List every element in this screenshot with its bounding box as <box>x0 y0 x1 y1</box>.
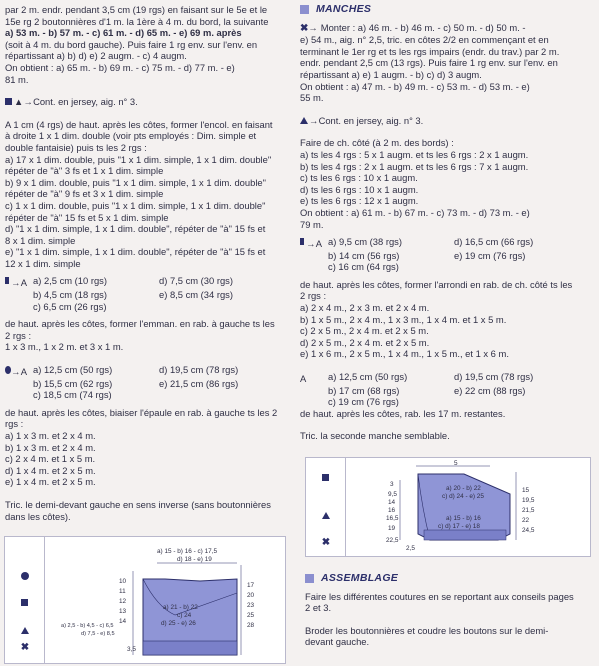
arrow-icon: → <box>11 366 21 378</box>
intro-line: a) 53 m. - b) 57 m. - c) 61 m. - d) 65 m. - e) 69 m. après <box>5 27 242 39</box>
svg-text:11: 11 <box>119 588 126 595</box>
svg-text:17: 17 <box>247 582 255 589</box>
svg-text:c) 24: c) 24 <box>177 612 192 619</box>
svg-text:a) 21 - b) 22: a) 21 - b) 22 <box>163 604 198 611</box>
emmanchure-paragraph: de haut. après les côtes, former l'emman. en rab. à gauche ts les 2 rgs : 1 x 3 m., 1 x 2 m. et 3 x 1 m. <box>5 318 275 353</box>
svg-text:3,5: 3,5 <box>127 646 136 653</box>
svg-text:16: 16 <box>388 507 396 514</box>
arrow-icon: → <box>308 21 321 33</box>
svg-text:15: 15 <box>522 487 530 494</box>
obtient-line: On obtient : a) 65 m. - b) 69 m. - c) 75 m. - d) 77 m. - e) <box>5 61 235 73</box>
demi-devant-drawing <box>5 537 287 665</box>
svg-text:3: 3 <box>390 481 394 488</box>
arrow-icon: → <box>306 238 316 250</box>
svg-text:a) 20 - b) 22: a) 20 - b) 22 <box>446 485 481 492</box>
square-symbol-icon <box>300 238 304 245</box>
square-symbol-icon <box>5 277 9 284</box>
encolure-paragraph: A 1 cm (4 rgs) de haut. après les côtes, former l'encol. en faisant à droite 1 x 1 dim. double (voir pts employés : Dim. simple et double fantaisie) puis ts les 2 rgs : a) 17 x 1 dim. double, puis "1 x 1 dim. simple, 1 x 1 dim. double" répéter de "à" 3 fs et 1 x 1 dim. simple b) 9 x 1 dim. double, puis "1 x 1 dim. simple, 1 x 1 dim. double" répéter de "à" 9 fs et 3 x 1 dim. simple c) 1 x 1 dim. double, puis "1 x 1 dim. simple, 1 x 1 dim. double" répéter de "à" 15 fs et 5 x 1 dim. simple d) "1 x 1 dim. simple, 1 x 1 dim. double", répéter de "à" 15 fs et 8 x 1 dim. simple e) "1 x 1 dim. simple, 1 x 1 dim. double", répéter de "à" 15 fs et 12 x 1 dim. simple <box>5 118 273 269</box>
monter-paragraph: ✖→ Monter : a) 46 m. - b) 46 m. - c) 50 m. - d) 50 m. - e) 54 m., aig. n° 2,5, tric. en côtes 2/2 en commençant et en terminant le 1er rg et ts les rgs impairs (endr. du trav.) par 2 m. endr. pendant 2,5 cm (13 rgs). Puis faire 1 rg env. sur l'env. en répartissant a) e) 1 augm. - b) c) d) 3 augm. On obtient : a) 47 m. - b) 49 m. - c) 53 m. - d) 53 m. - e) 55 m. <box>300 21 560 104</box>
svg-text:d) 25 - e) 26: d) 25 - e) 26 <box>161 620 196 627</box>
svg-text:5: 5 <box>454 460 458 467</box>
svg-text:25: 25 <box>247 612 255 619</box>
svg-text:23: 23 <box>247 602 255 609</box>
intro-line: par 2 m. endr. pendant 3,5 cm (19 rgs) en faisant sur le 5e et le <box>5 4 268 15</box>
section-marker-icon <box>305 574 314 583</box>
cross-symbol-icon: ✖ <box>20 642 30 653</box>
svg-text:13: 13 <box>119 608 127 615</box>
svg-text:16,5: 16,5 <box>386 515 399 522</box>
schema-top-dim: d) 18 - e) 19 <box>177 556 212 563</box>
cross-symbol-icon: ✖ <box>300 22 309 34</box>
manche-drawing <box>306 458 592 558</box>
triangle-symbol-icon <box>300 117 308 124</box>
arrondi-size-table: → A a) 9,5 cm (38 rgs) d) 16,5 cm (66 rgs) b) 14 cm (56 rgs) e) 19 cm (76 rgs) c) 16 cm (64 rgs) <box>300 236 594 273</box>
svg-text:12: 12 <box>119 598 127 605</box>
assemblage-section: ASSEMBLAGE Faire les différentes coutures en se reportant aux conseils pages 2 et 3. Broder les boutonnières et coudre les boutons sur le demi- devant gauche. <box>305 573 593 648</box>
jersey-instruction: →Cont. en jersey, aig. n° 3. <box>300 115 594 127</box>
manche-schema <box>305 457 591 557</box>
assemblage-title: ASSEMBLAGE <box>305 573 593 585</box>
arrow-icon: → <box>309 114 319 126</box>
arrow-icon: → <box>11 277 21 289</box>
svg-text:9,5: 9,5 <box>388 491 397 498</box>
svg-text:20: 20 <box>247 592 255 599</box>
intro-line: 15e rg 2 boutonnières d'1 m. la 1ère à 4 m. du bord, la suivante <box>5 15 269 27</box>
svg-text:14: 14 <box>119 618 127 625</box>
svg-text:19,5: 19,5 <box>522 497 535 504</box>
svg-text:24,5: 24,5 <box>522 527 535 534</box>
svg-text:19: 19 <box>388 525 396 532</box>
svg-text:c) d) 17 - e) 18: c) d) 17 - e) 18 <box>438 523 480 530</box>
right-column <box>300 4 594 442</box>
intro-line: répartissant a) b) d) e) 2 augm. - c) 4 augm. <box>5 50 187 62</box>
section-marker-icon <box>300 5 309 14</box>
augm-paragraph: Faire de ch. côté (à 2 m. des bords) : a) ts les 4 rgs : 5 x 1 augm. et ts les 6 rgs : 2 x 1 augm. b) ts les 4 rgs : 2 x 1 augm. et ts les 6 rgs : 7 x 1 augm. c) ts les 6 rgs : 10 x 1 augm. d) ts les 6 rgs : 10 x 1 augm. e) ts les 6 rgs : 12 x 1 augm. On obtient : a) 61 m. - b) 67 m. - c) 73 m. - d) 73 m. - e) 79 m. <box>300 137 530 230</box>
svg-text:22,5: 22,5 <box>386 537 399 544</box>
manches-title: MANCHES <box>300 4 594 16</box>
left-column <box>5 4 297 522</box>
svg-text:10: 10 <box>119 578 127 585</box>
obtient-line: 81 m. <box>5 73 29 85</box>
intro-paragraph <box>5 4 297 85</box>
svg-text:22: 22 <box>522 517 530 524</box>
svg-text:21,5: 21,5 <box>522 507 535 514</box>
square-symbol-icon <box>5 98 12 105</box>
svg-text:28: 28 <box>247 622 255 629</box>
schema-top-dim: a) 15 - b) 16 - c) 17,5 <box>157 548 218 555</box>
svg-text:2,5: 2,5 <box>406 545 415 552</box>
cross-symbol-icon: ✖ <box>321 537 331 548</box>
epaule-size-table: → A a) 12,5 cm (50 rgs) d) 19,5 cm (78 rgs) b) 15,5 cm (62 rgs) e) 21,5 cm (86 rgs) c) 18,5 cm (74 rgs) <box>5 364 297 401</box>
svg-text:c) d) 24 - e) 25: c) d) 24 - e) 25 <box>442 493 484 500</box>
tric-inverse-paragraph: Tric. le demi-devant gauche en sens inverse (sans boutonnières dans les côtes). <box>5 498 271 522</box>
tric-seconde-line: Tric. la seconde manche semblable. <box>300 430 450 442</box>
svg-text:d) 7,5 - e) 8,5: d) 7,5 - e) 8,5 <box>81 631 115 637</box>
arrondi-paragraph: de haut. après les côtes, former l'arrondi en rab. de ch. côté ts les 2 rgs : a) 2 x 4 m., 2 x 3 m. et 2 x 4 m. b) 1 x 5 m., 2 x 4 m., 1 x 3 m., 1 x 4 m. et 1 x 5 m. c) 2 x 5 m., 2 x 4 m. et 2 x 5 m. d) 2 x 5 m., 2 x 4 m. et 2 x 5 m. e) 1 x 6 m., 2 x 5 m., 1 x 4 m., 1 x 5 m., et 1 x 6 m. <box>300 278 573 360</box>
epaule-paragraph: de haut. après les côtes, biaiser l'épaule en rab. à gauche ts les 2 rgs : a) 1 x 3 m. et 2 x 4 m. b) 1 x 3 m. et 2 x 4 m. c) 2 x 4 m. et 1 x 5 m. d) 1 x 4 m. et 2 x 5 m. e) 1 x 4 m. et 2 x 5 m. <box>5 406 278 488</box>
rab-line: de haut. après les côtes, rab. les 17 m. restantes. <box>300 407 506 419</box>
rab-size-table: A a) 12,5 cm (50 rgs) d) 19,5 cm (78 rgs) b) 17 cm (68 rgs) e) 22 cm (88 rgs) c) 19 cm (76 rgs) <box>300 371 534 408</box>
demi-devant-schema <box>4 536 286 664</box>
intro-line: (soit à 4 m. du bord gauche). Puis faire 1 rg env. sur l'env. en <box>5 38 258 50</box>
jersey-instruction: ▲→Cont. en jersey, aig. n° 3. <box>5 96 297 108</box>
svg-text:14: 14 <box>388 499 396 506</box>
svg-text:a) 15 - b) 16: a) 15 - b) 16 <box>446 515 481 522</box>
arrow-icon: ▲→ <box>14 96 34 108</box>
emmanchure-size-table: → A a) 2,5 cm (10 rgs) d) 7,5 cm (30 rgs) b) 4,5 cm (18 rgs) e) 8,5 cm (34 rgs) c) 6,5 cm (26 rgs) <box>5 275 297 312</box>
svg-text:a) 2,5 - b) 4,5 - c) 6,5: a) 2,5 - b) 4,5 - c) 6,5 <box>61 623 114 629</box>
